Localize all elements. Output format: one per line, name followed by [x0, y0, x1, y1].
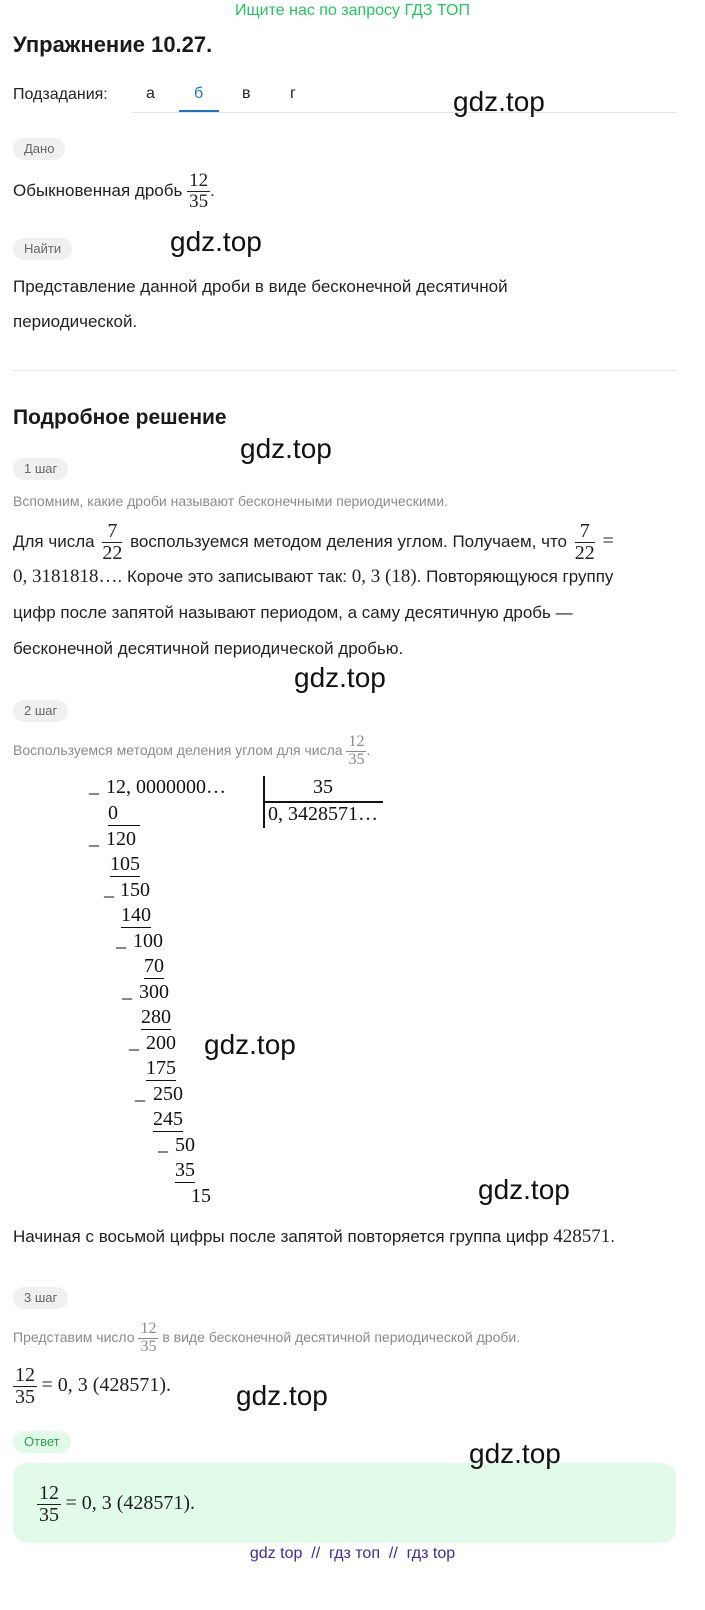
step2-hint-text: Воспользуемся методом деления углом для числа [13, 742, 343, 758]
step2-conclusion-text: Начиная с восьмой цифры после запятой повторяется группа цифр [13, 1227, 549, 1246]
step3-hint-fraction-den: 35 [140, 1337, 157, 1355]
step3-hint [13, 1315, 520, 1359]
step2-hint-fraction-den: 35 [348, 750, 365, 768]
tab-a[interactable]: а [146, 85, 155, 102]
division-minus-4: _ [122, 980, 132, 1002]
division-minus-6: _ [135, 1082, 145, 1104]
step1-text-1: Для числа [13, 532, 95, 551]
answer-fraction [37, 1483, 61, 1526]
step1-hint: Вспомним, какие дроби называют бесконечными периодическими. [13, 493, 448, 509]
division-step-10: 200 [146, 1032, 176, 1054]
given-fraction [187, 171, 210, 212]
step3-result-value: = 0, 3 (428571). [41, 1374, 172, 1396]
answer-fraction-num: 12 [39, 1482, 59, 1505]
step1-equals: = [602, 530, 614, 552]
answer-result: = 0, 3 (428571). [65, 1492, 196, 1514]
step3-hint-fraction [138, 1321, 158, 1356]
step3-hint-text-1: Представим число [13, 1329, 135, 1345]
step2-conclusion [13, 1226, 615, 1248]
top-banner[interactable]: Ищите нас по запросу ГДЗ ТОП [235, 2, 470, 19]
answer-fraction-den: 35 [39, 1504, 59, 1527]
division-step-8: 300 [139, 981, 169, 1003]
footer-links[interactable]: gdz top // гдз топ // гдз top [249, 1545, 456, 1562]
division-minus-5: _ [129, 1031, 139, 1053]
division-divisor: 35 [313, 776, 333, 798]
step2-hint-end: . [366, 742, 371, 758]
division-step-4: 150 [120, 879, 150, 901]
step2-group: 428571 [553, 1226, 611, 1247]
step1-line-1 [13, 516, 614, 566]
watermark-5: gdz.top [204, 1029, 296, 1060]
division-step-3: 105 [110, 853, 140, 875]
step1-fraction-b-den: 22 [574, 542, 595, 565]
step1-text-4: . Повторяющуюся группу [416, 567, 614, 586]
division-step-7: 70 [144, 955, 164, 977]
step1-fraction-a [102, 521, 122, 564]
answer-content [37, 1478, 195, 1528]
find-line-2: периодической. [13, 312, 138, 331]
section-divider [13, 370, 676, 371]
watermark-2: gdz.top [170, 226, 262, 257]
watermark-1: gdz.top [453, 86, 545, 117]
tab-v[interactable]: в [242, 85, 251, 102]
answer-tag: Ответ [13, 1431, 71, 1453]
division-step-9: 280 [141, 1006, 171, 1028]
division-quotient: 0, 3428571… [268, 803, 378, 825]
division-step-13: 245 [153, 1108, 183, 1130]
step1-tag: 1 шаг [13, 458, 68, 480]
watermark-3: gdz.top [240, 433, 332, 464]
division-step-14: 50 [175, 1134, 195, 1156]
division-minus-0: _ [89, 775, 99, 797]
division-dividend: 12, 0000000… [106, 776, 226, 798]
division-step-2: 120 [106, 828, 136, 850]
step1-line-3: цифр после запятой называют периодом, а саму десятичную дробь — [13, 603, 573, 622]
watermark-8: gdz.top [469, 1438, 561, 1469]
given-fraction-den: 35 [189, 191, 209, 213]
given-end: . [210, 181, 215, 200]
solution-title: Подробное решение [13, 406, 227, 429]
division-step-15: 35 [175, 1159, 195, 1181]
watermark-7: gdz.top [236, 1380, 328, 1411]
step2-hint-fraction-num: 12 [348, 733, 365, 750]
step1-value-1: 0, 3181818… [13, 566, 118, 587]
subtasks-label: Подзадания: [13, 86, 108, 103]
tab-b[interactable]: б [194, 85, 204, 102]
step2-hint-fraction [346, 734, 366, 769]
step1-fraction-b [575, 521, 595, 564]
division-step-12: 250 [153, 1083, 183, 1105]
watermark-6: gdz.top [478, 1174, 570, 1205]
answer-box [13, 1463, 676, 1543]
step3-hint-text-2: в виде бесконечной десятичной периодической дроби. [162, 1329, 521, 1345]
find-tag: Найти [13, 238, 72, 260]
subtasks-divider [131, 112, 676, 113]
division-step-6: 100 [133, 930, 163, 952]
division-minus-7: _ [158, 1133, 168, 1155]
division-step-5: 140 [121, 904, 151, 926]
find-line-1: Представление данной дроби в виде бесконечной десятичной [13, 277, 508, 296]
step3-hint-fraction-num: 12 [140, 1320, 157, 1337]
division-minus-2: _ [104, 878, 114, 900]
given-text [13, 166, 215, 216]
step3-fraction-num: 12 [15, 1364, 35, 1387]
step2-conclusion-end: . [610, 1227, 615, 1246]
step1-fraction-a-num: 7 [102, 521, 122, 543]
step2-hint [13, 728, 370, 772]
division-step-11: 175 [146, 1057, 176, 1079]
division-step-16: 15 [191, 1185, 211, 1207]
step1-fraction-a-den: 22 [102, 542, 123, 565]
step3-result [13, 1360, 171, 1410]
given-fraction-num: 12 [189, 170, 209, 192]
tab-g[interactable]: г [290, 85, 296, 102]
step3-fraction [13, 1365, 37, 1408]
tab-b-underline [179, 110, 219, 112]
given-tag: Дано [13, 138, 65, 160]
step1-text-3: . Короче это записывают так: [117, 567, 348, 586]
division-minus-3: _ [116, 929, 126, 951]
watermark-4: gdz.top [294, 662, 386, 693]
page-title: Упражнение 10.27. [13, 32, 213, 57]
division-minus-1: _ [89, 827, 99, 849]
step3-fraction-den: 35 [15, 1386, 35, 1409]
step1-line-2 [13, 566, 613, 588]
step1-line-4: бесконечной десятичной периодической дробью. [13, 639, 404, 658]
step3-tag: 3 шаг [13, 1287, 68, 1309]
step1-value-2: 0, 3 (18) [351, 566, 417, 587]
step1-fraction-b-num: 7 [575, 521, 595, 543]
division-step-1: 0 [108, 802, 140, 826]
given-label: Обыкновенная дробь [13, 181, 183, 200]
step1-text-2: воспользуемся методом деления углом. Получаем, что [130, 532, 567, 551]
step2-tag: 2 шаг [13, 700, 68, 722]
